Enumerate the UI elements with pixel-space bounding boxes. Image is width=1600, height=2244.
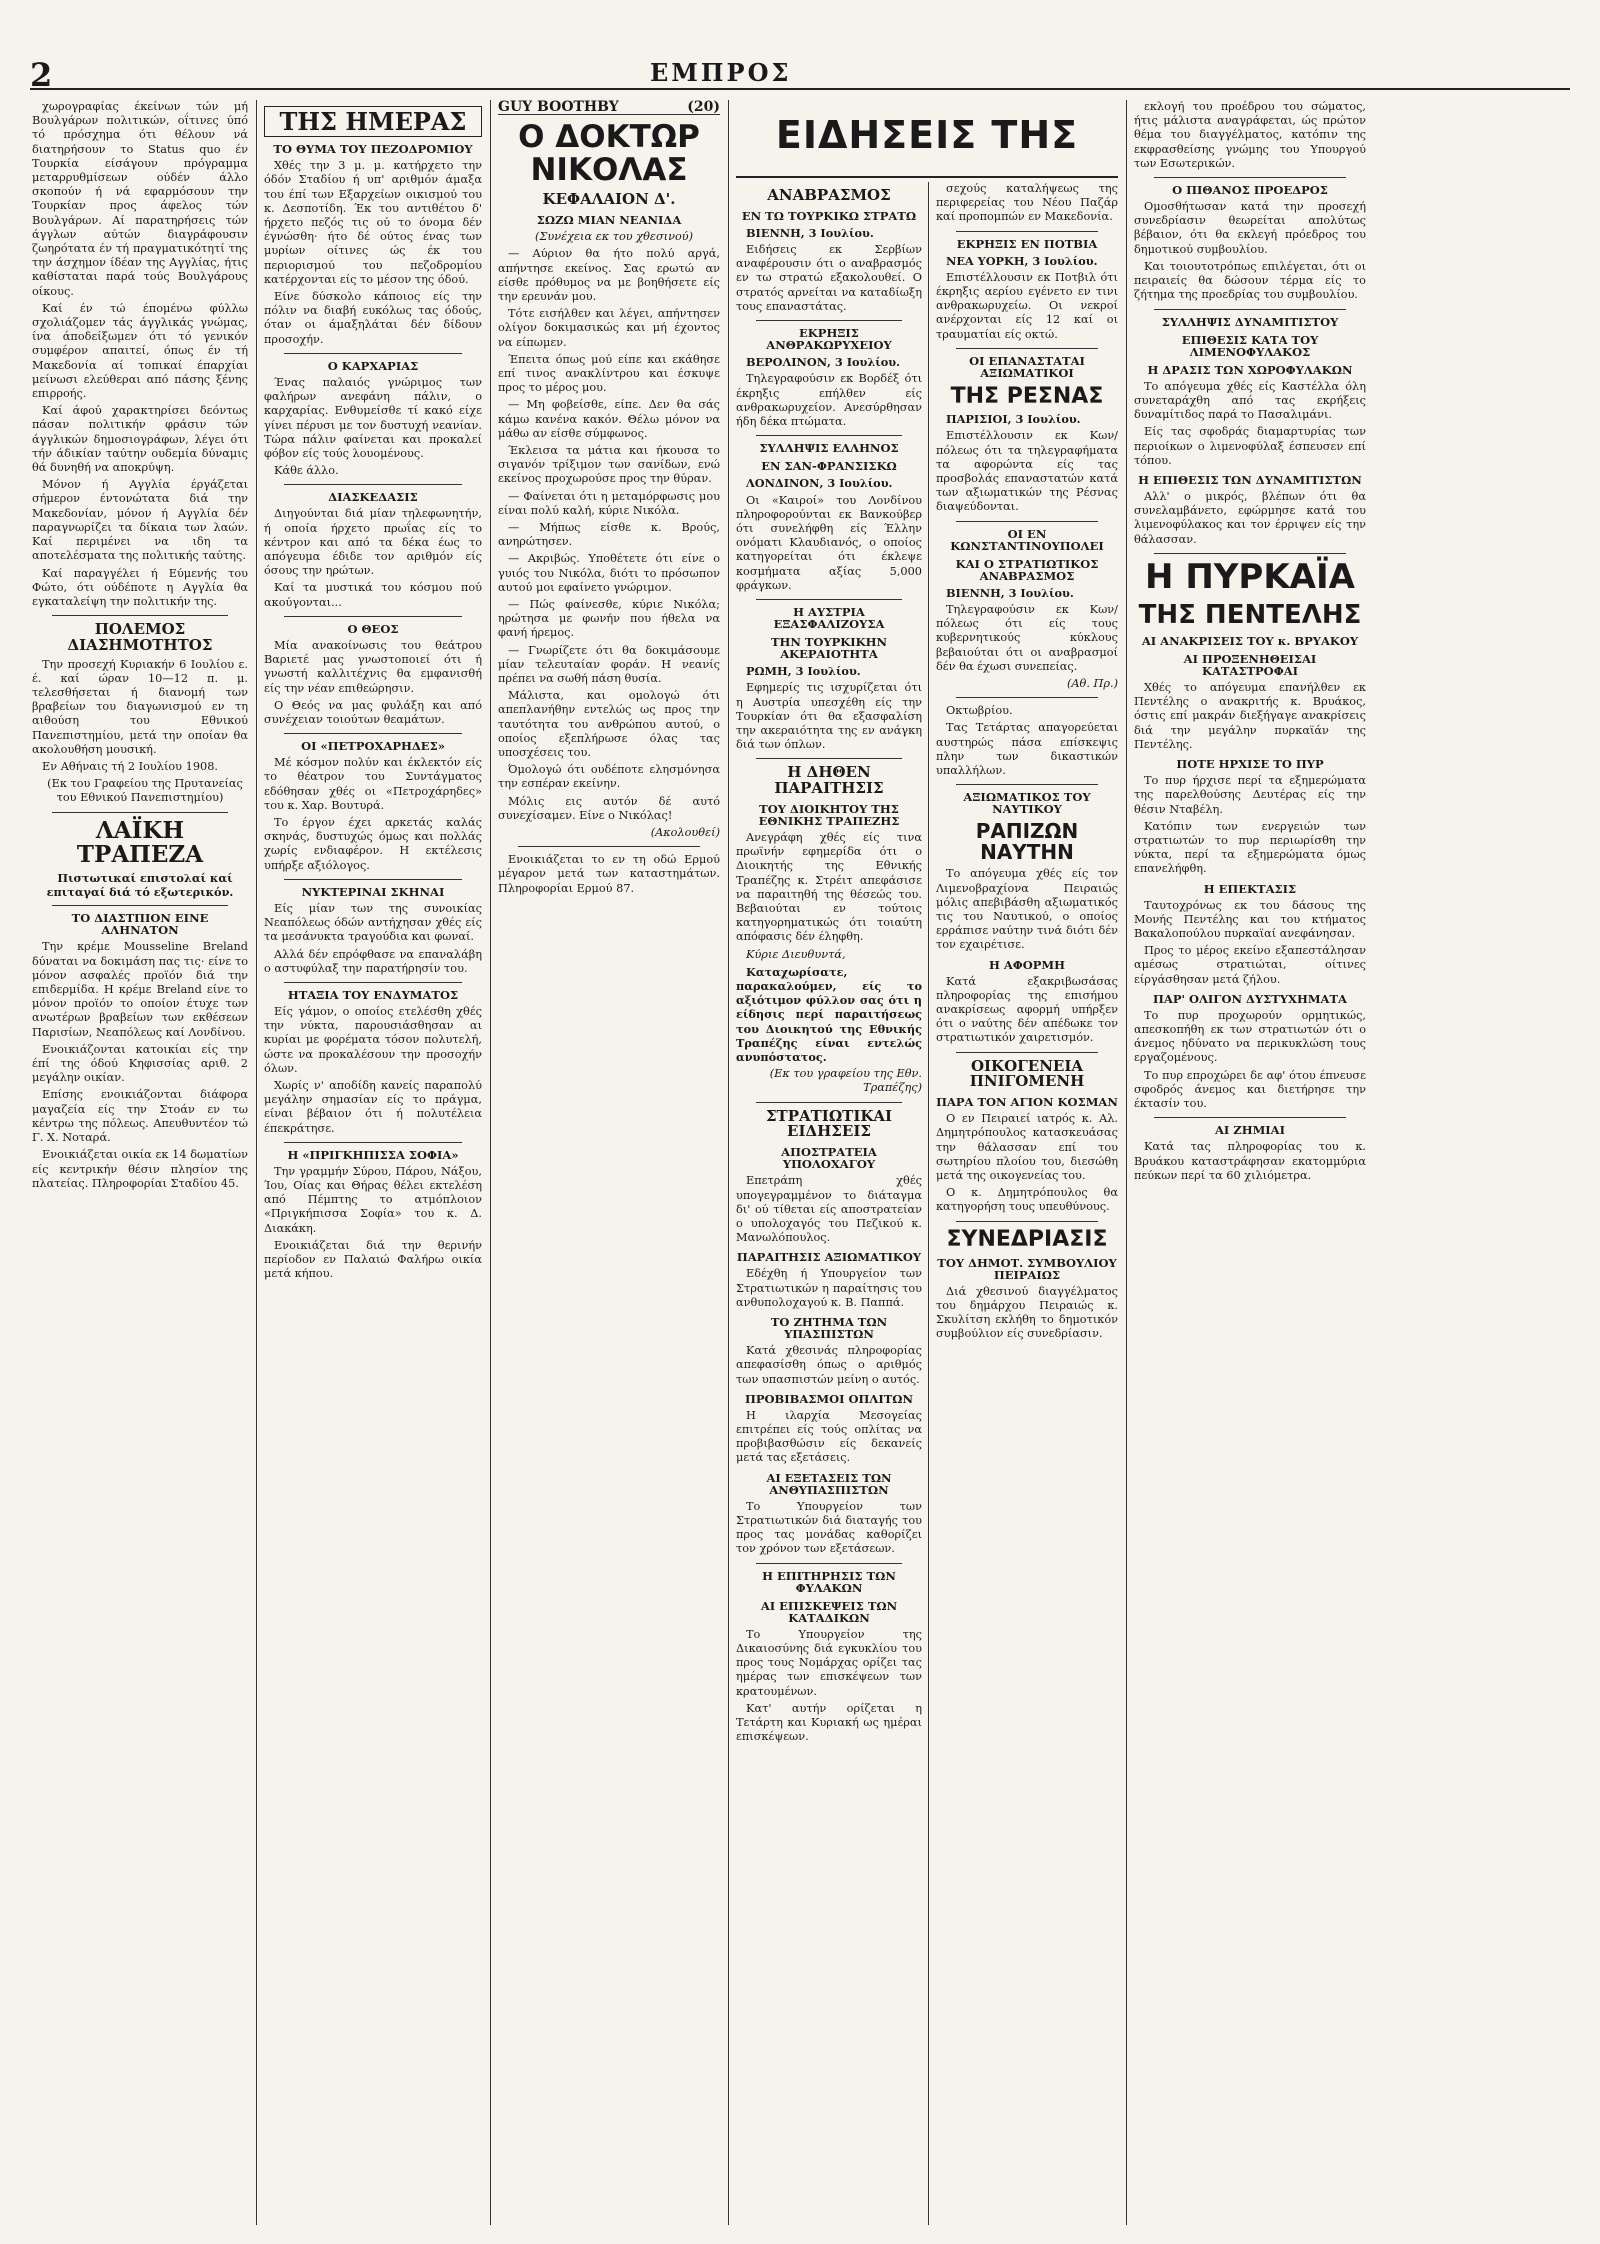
- serial-header: [498, 100, 720, 115]
- serial-text: — Γνωρίζετε ότι θα δοκιμάσουμε μίαν τελευταίαν φοράν. Η νεανίς πρέπει να σωθή πάση θυσία.: [498, 643, 720, 685]
- divider: [284, 1142, 462, 1143]
- headline: ΟΙ ΕΝ ΚΩΝΣΤΑΝΤΙΝΟΥΠΟΛΕΙ: [950, 526, 1104, 553]
- article-text: Καί έν τώ έπομένω φύλλω σχολιάζομεν τάς άγγλικάς γνώμας, ίνα άποδείξωμεν ότι τό γενικόν συμφέρον απαιτεί, όπως έν τή Μακεδονία αί τοπικαί έπαρχίαι μείνωσι ελεύθεραι από πάσης ξένης επιρροής.: [32, 301, 248, 401]
- headline: ΛΑΪΚΗ ΤΡΑΠΕΖΑ: [76, 816, 204, 868]
- headline: ΤΗΣ ΠΕΝΤΕΛΗΣ: [1138, 599, 1362, 630]
- column-rule: [1126, 100, 1127, 2225]
- page-number: 2: [30, 56, 53, 94]
- article-text: Την προσεχή Κυριακήν 6 Ιουλίου ε. έ. καί ώραν 10—12 π. μ. τελεσθήσεται ή διανομή των βραβείων του διαγωνισμού εν τη αιθούση του Εθνικού Πανεπιστημίου, μετά την οποίαν θα ακολουθήση μουσική.: [32, 657, 248, 756]
- divider: [756, 435, 902, 436]
- divider: [956, 231, 1098, 232]
- headline: ΣΥΝΕΔΡΙΑΣΙΣ: [946, 1226, 1108, 1252]
- divider: [284, 484, 462, 485]
- section-title: ΤΗΣ ΗΜΕΡΑΣ: [264, 106, 482, 137]
- article-text: Ένας παλαιός γνώριμος των φαλήρων ανεφάνη πάλιν, ο καρχαρίας. Ενθυμείσθε τί κακό είχε γίνει πέρυσι με τον δυστυχή νεανίαν. Τώρα πάλιν φαίνεται και προκαλεί φόβον είς τούς λουομένους.: [264, 375, 482, 460]
- article-text: Εν Αθήναις τή 2 Ιουλίου 1908.: [42, 760, 218, 774]
- article-text: Ειδήσεις εκ Σερβίων αναφέρουσιν ότι ο αναβρασμός εν τω στρατώ εξακολουθεί. Ο στρατός αρνείται να καταδίωξη τους επαναστάτας.: [736, 243, 922, 313]
- article-text: Την γραμμήν Σύρου, Πάρου, Νάξου, Ίου, Οίας και Θήρας θέλει εκτελέση από Πέμπτης το ατμόπλοιον «Πριγκήπισσα Σοφία» του κ. Δ. Διακάκη.: [264, 1164, 482, 1235]
- article-text: Τηλεγραφούσιν εκ Βορδέξ ότι έκρηξις επήλθεν είς ανθρακωρυχείον. Ανεσύρθησαν ήδη δέκα πτώματα.: [736, 372, 922, 428]
- banner-title: ΕΙΔΗΣΕΙΣ ΤΗΣ: [775, 113, 1079, 157]
- article-text: Η ιλαρχία Μεσογείας επιτρέπει είς τούς οπλίτας να προβιβασθώσιν είς δεκανείς μετά τας εξετάσεις.: [736, 1408, 922, 1465]
- article-text: Ενοικιάζονται κατοικίαι είς την έπί της όδού Κηφισσίας αριθ. 2 μεγάλην οικίαν.: [32, 1042, 248, 1085]
- serial-text: Όμολογώ ότι ουδέποτε ελησμόνησα την εσπέραν εκείνην.: [498, 763, 720, 791]
- article-text: Ομοσθήτωσαν κατά την προσεχή συνεδρίασιν θεωρείται απολύτως βέβαιον, ότι θα εκλεγή πρόεδρος του δημοτικού συμβουλίου.: [1134, 200, 1366, 256]
- article-text: Κατ' αυτήν ορίζεται η Τετάρτη και Κυριακή ως ημέραι επισκέψεων.: [736, 1701, 922, 1744]
- article-text: Τηλεγραφούσιν εκ Κων/πόλεως ότι είς τους κυβερνητικούς κύκλους βεβαιούται ότι οι αναβρασμοί δέν θα έχωσι συνεπείας.: [936, 602, 1118, 673]
- dateline: ΒΕΡΟΛΙΝΟΝ, 3 Ιουλίου.: [746, 355, 901, 370]
- divider: [52, 615, 228, 616]
- dateline: ΒΙΕΝΝΗ, 3 Ιουλίου.: [746, 225, 874, 240]
- article-text: Κατά εξακριβωσάσας πληροφορίας της επισήμου ανακρίσεως αφορμή υπήρξεν ότι ο ναύτης δέν απέδωκε τον στρατιωτικόν χαιρετισμόν.: [936, 974, 1118, 1045]
- article-text: Το έργον έχει αρκετάς καλάς σκηνάς, δυστυχώς όμως και πολλάς χωρίς ενδιαφέρον. Η εκτέλεσις υπήρξε αξιόλογος.: [264, 816, 482, 872]
- headline: ΠΟΛΕΜΟΣ ΔΙΑΣΗΜΟΤΗΤΟΣ: [67, 620, 213, 654]
- serial-author: GUY BOOTHBY: [498, 100, 619, 115]
- article-text: Αλλά δέν επρόφθασε να επαναλάβη ο αστυφύλαξ την παρατήρησίν του.: [264, 947, 482, 975]
- article-text: Οκτωβρίου.: [946, 704, 1013, 718]
- divider: [756, 758, 902, 759]
- article-text: Το πυρ επροχώρει δε αφ' ότου έπνευσε σφοδρός άνεμος και διετήρησε την έκτασίν του.: [1134, 1068, 1366, 1111]
- serial-text: — Ακριβώς. Υποθέτετε ότι είνε ο γυιός του Νικόλα, διότι το πρόσωπον αυτού μοι εφαίνετο γνώριμον.: [498, 552, 720, 594]
- headline: ΕΝ ΣΑΝ-ΦΡΑΝΣΙΣΚΩ: [761, 459, 897, 474]
- article-text: σεχούς καταλήψεως της περιφερείας του Νέου Παζάρ καί προπομπών εν Μακεδονία.: [936, 182, 1118, 224]
- article-text: Επίσης ενοικιάζονται διάφορα μαγαζεία είς την Στοάν εν τω κέντρω της πόλεως. Απευθυντέον τώ Γ. Χ. Νοταρά.: [32, 1088, 248, 1145]
- serial-text: — Αύριον θα ήτο πολύ αργά, απήντησε εκείνος. Σας ερωτώ αν είσθε πρόθυμος να με βοηθήσετε είς την ερευνάν μου.: [498, 247, 720, 303]
- serial-text: — Μήπως είσθε κ. Βρούς, ανηρώτησεν.: [498, 520, 720, 549]
- headline: ΡΑΠΙΖΩΝ ΝΑΥΤΗΝ: [975, 819, 1079, 865]
- divider: [284, 353, 462, 354]
- serial-text: Τότε εισήλθεν και λέγει, απήντησεν ολίγον δοκιμασικώς και μή έχοντος να είπωμεν.: [498, 307, 720, 349]
- article-text: Το απόγευμα χθές είς τον Λιμενοβραχίονα Πειραιώς μόλις απεβιβάσθη αξιωματικός τις του Ναυτικού, ο οποίος ερράπισε ναύτην τινά διότι δέν τον εχαιρέτισε.: [936, 867, 1118, 952]
- divider: [518, 846, 700, 847]
- headline: ΕΠΙΘΕΣΙΣ ΚΑΤΑ ΤΟΥ ΛΙΜΕΝΟΦΥΛΑΚΟΣ: [1181, 332, 1319, 359]
- article-text: Είς τας σφοδράς διαμαρτυρίας των περιοίκων ο λιμενοφύλαξ έσπευσεν επί τόπου.: [1134, 425, 1366, 467]
- headline: Ο ΚΑΡΧΑΡΙΑΣ: [327, 358, 419, 373]
- article-text: Το πυρ ήρχισε περί τα εξημερώματα της παρελθούσης Δευτέρας είς την θέσιν Νταβέλη.: [1134, 774, 1366, 816]
- chapter-title: ΚΕΦΑΛΑΙΟΝ Δ'.: [542, 190, 676, 209]
- article-text: Το Υπουργείον των Στρατιωτικών διά διαταγής του προς τας μονάδας καθορίζει τον χρόνον των εξετάσεων.: [736, 1499, 922, 1556]
- article-text: Επιστέλλουσιν εκ Ποτβιλ ότι έκρηξις αερίου εγένετο εν τινι ανθρακωρυχείω. Οι νεκροί ανέρχονται είς 12 καί οι τραυματίαι είς οκτώ.: [936, 270, 1118, 341]
- headline: Η ΕΠΙΤΗΡΗΣΙΣ ΤΩΝ ΦΥΛΑΚΩΝ: [762, 1568, 896, 1595]
- headline: Ο ΘΕΟΣ: [347, 621, 399, 636]
- divider: [956, 784, 1098, 785]
- headline: Η ΕΠΙΘΕΣΙΣ ΤΩΝ ΔΥΝΑΜΙΤΙΣΤΩΝ: [1138, 472, 1362, 487]
- headline: ΠΟΤΕ ΗΡΧΙΣΕ ΤΟ ΠΥΡ: [1176, 757, 1324, 772]
- headline: ΔΙΑΣΚΕΔΑΣΙΣ: [328, 490, 418, 505]
- divider: [1154, 177, 1346, 178]
- serial-continued: (Ακολουθεί): [650, 826, 720, 840]
- headline: ΑΙ ΕΠΙΣΚΕΨΕΙΣ ΤΩΝ ΚΑΤΑΔΙΚΩΝ: [760, 1598, 898, 1625]
- divider: [1154, 309, 1346, 310]
- article-text: Εφημερίς τις ισχυρίζεται ότι η Αυστρία υπεσχέθη είς την Τουρκίαν ότι θα εξασφαλίση την ακεραιότητα της εν ανάγκη διά των όπλων.: [736, 681, 922, 752]
- headline: ΤΗΣ ΡΕΣΝΑΣ: [950, 384, 1104, 410]
- headline: ΕΝ ΤΩ ΤΟΥΡΚΙΚΩ ΣΤΡΑΤΩ: [741, 208, 917, 223]
- article-signature: (Εκ του γραφείου της Εθν. Τραπέζης): [769, 1067, 922, 1095]
- divider: [1154, 553, 1346, 554]
- divider: [284, 982, 462, 983]
- headline: ΤΟΥ ΔΙΟΙΚΗΤΟΥ ΤΗΣ ΕΘΝΙΚΗΣ ΤΡΑΠΕΖΗΣ: [758, 801, 900, 828]
- dateline: ΛΟΝΔΙΝΟΝ, 3 Ιουλίου.: [746, 476, 893, 491]
- article-text: Κατόπιν των ενεργειών των στρατιωτών το πυρ περιωρίσθη την νύκτα, περί τα εξημερώματα όμως επανελήφθη.: [1134, 819, 1366, 876]
- article-text: Και τοιουτοτρόπως επιλέγεται, ότι οι πειραιείς θα δώσουν τέρμα είς το ζήτημα της προεδρίας του συμβουλίου.: [1134, 259, 1366, 302]
- divider: [956, 348, 1098, 349]
- divider: [956, 1052, 1098, 1053]
- article-text: Κύριε Διευθυντά,: [746, 947, 846, 961]
- divider: [284, 616, 462, 617]
- news-banner: [736, 100, 1118, 178]
- dateline: ΒΙΕΝΝΗ, 3 Ιουλίου.: [946, 585, 1074, 600]
- headline: ΑΙ ΕΞΕΤΑΣΕΙΣ ΤΩΝ ΑΝΘΥΠΑΣΠΙΣΤΩΝ: [766, 1470, 892, 1497]
- headline: Η ΕΠΕΚΤΑΣΙΣ: [1203, 881, 1297, 896]
- article-text: Κάθε άλλο.: [274, 464, 339, 478]
- serial-text: Μάλιστα, και ομολογώ ότι απεπλανήθην εντελώς ως προς την ταυτότητα του ανθρώπου αυτού, ο οποίος εξεπλήρωσε όλας τας υποσχέσεις του.: [498, 689, 720, 760]
- column-1: [32, 100, 248, 2225]
- headline: Η ΠΥΡΚΑΪΑ: [1145, 556, 1355, 597]
- headline: ΗΤΑΞΙΑ ΤΟΥ ΕΝΔΥΜΑΤΟΣ: [287, 987, 459, 1002]
- article-text: Ο Θεός να μας φυλάξη και από συνέχειαν τοιούτων θεαμάτων.: [264, 698, 482, 726]
- article-text: Μία ανακοίνωσις του θεάτρου Βαριετέ μας γνωστοποιεί ότι ή γνωστή καλλιτέχνις θα εμφανισθή είς την νέαν επιθεώρησιν.: [264, 638, 482, 695]
- headline: ΣΥΛΛΗΨΙΣ ΔΥΝΑΜΙΤΙΣΤΟΥ: [1161, 314, 1339, 329]
- divider: [756, 1563, 902, 1564]
- article-text: εκλογή του προέδρου του σώματος, ήτις μάλιστα αναγράφεται, ώς πρώτον θέμα του διαγγέλματος, κατόπιν της εκφρασθείσης γνώμης του Υπουργού των Εσωτερικών.: [1134, 100, 1366, 170]
- headline: ΠΑΡ' ΟΛΙΓΟΝ ΔΥΣΤΥΧΗΜΑΤΑ: [1153, 991, 1347, 1006]
- column-5: [936, 182, 1118, 2225]
- divider: [956, 697, 1098, 698]
- headline: Η «ΠΡΙΓΚΗΠΙΣΣΑ ΣΟΦΙΑ»: [287, 1147, 459, 1162]
- divider: [52, 905, 228, 906]
- column-4: [736, 182, 922, 2225]
- serial-title: Ο ΔΟΚΤΩΡ ΝΙΚΟΛΑΣ: [518, 119, 700, 188]
- article-text: Είς γάμον, ο οποίος ετελέσθη χθές την νύκτα, παρουσιάσθησαν αι κυρίαι με φορέματα τόσον πολυτελή, ώστε να προκαλέσουν την προσοχήν όλων.: [264, 1004, 482, 1075]
- article-text: Μέ κόσμον πολύν και έκλεκτόν είς το θέατρον του Συντάγματος εδόθησαν χθές οι «Πετροχάρηδες» του κ. Χαρ. Βουτυρά.: [264, 756, 482, 812]
- article-text: Ανεγράφη χθές είς τινα πρωϊνήν εφημερίδα ότι ο Διοικητής της Εθνικής Τραπέζης κ. Στρέιτ απεφάσισε να παραιτηθή της θέσεώς του. Βεβαιούται εν τούτοις κατηγορηματικώς ότι τοιαύτη απόφασις δέν έληφθη.: [736, 831, 922, 944]
- divider: [1154, 1117, 1346, 1118]
- article-signature: (Αθ. Πρ.): [1066, 677, 1118, 690]
- serial-text: Έπειτα όπως μού είπε και εκάθησε επί τινος ανακλίντρου και έσκυψε προς το μέρος μου.: [498, 352, 720, 395]
- newspaper-name: ΕΜΠΡΟΣ: [650, 58, 792, 87]
- headline: ΕΚΡΗΞΙΣ ΑΝΘΡΑΚΩΡΥΧΕΙΟΥ: [766, 326, 892, 353]
- headline: ΕΚΡΗΞΙΣ ΕΝ ΠΟΤΒΙΑ: [956, 236, 1098, 251]
- article-text: Ο εν Πειραιεί ιατρός κ. Αλ. Δημητρόπουλος κατασκευάσας την θάλασσαν επί του σωτηρίου πλοίου του, διεσώθη μετά της οικογενείας του.: [936, 1112, 1118, 1183]
- headline: ΑΙ ΑΝΑΚΡΙΣΕΙΣ ΤΟΥ κ. ΒΡΥΑΚΟΥ: [1141, 633, 1359, 648]
- headline: ΤΟ ΖΗΤΗΜΑ ΤΩΝ ΥΠΑΣΠΙΣΤΩΝ: [770, 1314, 888, 1342]
- headline: ΠΡΟΒΙΒΑΣΜΟΙ ΟΠΛΙΤΩΝ: [744, 1391, 913, 1406]
- article-signature: (Εκ του Γραφείου της Πρυτανείας του Εθνικού Πανεπιστημίου): [47, 777, 243, 805]
- article-text: χωρογραφίας έκείνων τών μή Βουλγάρων πολιτικών, οΐτινες ύπό τό πρόσχημα ότι θέλουν νά διατηρήσουν το Status quo έν Τουρκία είσάγουν πρόγραμμα μεταρρυθμίσεων ούδέν άλλο σκοπούν ή νά εφαρμόσουν την Τουρκίαν προς άφελος τών Βουλγάρων. Αί παρατηρήσεις τών άγγλων αύτών διαγράφουσιν ζωηρότατα έν τή πραγματικότητί της την άσχημον ίδέαν της Αγγλίας, ήτις καθίσταται παρά τούς Βουλγάρους οίκους.: [32, 100, 248, 298]
- article-text: Κατά χθεσινάς πληροφορίας απεφασίσθη όπως ο αριθμός των υπασπιστών μείνη ο αυτός.: [736, 1344, 922, 1386]
- headline: ΤΟ ΔΙΑΣΤΠΙΟΝ ΕΙΝΕ ΑΛΗΝΑΤΟΝ: [71, 911, 209, 938]
- divider: [756, 599, 902, 600]
- divider: [284, 879, 462, 880]
- column-6: [1134, 100, 1366, 2225]
- headline: ΑΙ ΖΗΜΙΑΙ: [1215, 1123, 1285, 1138]
- dateline: ΝΕΑ ΥΟΡΚΗ, 3 Ιουλίου.: [946, 253, 1098, 268]
- divider: [756, 1102, 902, 1103]
- article-text: Διηγούνται διά μίαν τηλεφωνητήν, ή οποία ήρχετο πρωΐας είς το κέντρον και από τα δέκα έως το απόγευμα έδιδε τον αριθμόν είς όσους την ηρώτων.: [264, 507, 482, 578]
- headline: ΑΙ ΠΡΟΞΕΝΗΘΕΙΣΑΙ ΚΑΤΑΣΤΡΟΦΑΙ: [1183, 651, 1317, 678]
- headline: Η ΔΡΑΣΙΣ ΤΩΝ ΧΩΡΟΦΥΛΑΚΩΝ: [1147, 362, 1353, 377]
- article-text: Καί άφού χαρακτηρίσει δεόντως πάσαν πολιτικήν φράσιν τών άγγλικών δημοσιογράφων, λέγει ότι τήν άδικίαν ταύτην ουδεμία δύναμις θά δυνηθή να αποκρύψη.: [32, 404, 248, 475]
- chapter-subtitle: ΣΩΖΩ ΜΙΑΝ ΝΕΑΝΙΔΑ: [536, 213, 682, 228]
- headline: ΤΟ ΘΥΜΑ ΤΟΥ ΠΕΖΟΔΡΟΜΙΟΥ: [273, 142, 473, 157]
- column-rule: [490, 100, 491, 2225]
- headline: ΑΞΙΩΜΑΤΙΚΟΣ ΤΟΥ ΝΑΥΤΙΚΟΥ: [963, 790, 1091, 817]
- article-text: Τας Τετάρτας απαγορεύεται αυστηρώς πάσα επίσκεψις πλην των δικαστικών υπαλλήλων.: [936, 721, 1118, 778]
- article-text: Χθές την 3 μ. μ. κατήρχετο την όδόν Σταδίου ή υπ' αριθμόν άμαξα του έπί των Εξαρχείων οικισμού του κ. Δεσποτίδη. Έκ του αντιθέτου δ' ήρχετο πεζός τις ού το όνομα δέν έγνώσθη· ήτο δέ ούτος ένας των μυρίων οίτινες ώς έκ του περιορισμού του πεζοδρομίου κατέρχονται είς το μέσον της όδού.: [264, 159, 482, 286]
- headline: ΣΤΡΑΤΙΩΤΙΚΑΙ ΕΙΔΗΣΕΙΣ: [765, 1106, 893, 1141]
- headline: ΚΑΙ Ο ΣΤΡΑΤΙΩΤΙΚΟΣ ΑΝΑΒΡΑΣΜΟΣ: [955, 556, 1099, 583]
- headline: ΑΝΑΒΡΑΣΜΟΣ: [767, 186, 891, 204]
- divider: [284, 733, 462, 734]
- article-text: Είνε δύσκολο κάποιος είς την πόλιν να διαβή ευκόλως τας όδούς, όταν οι άμαξηλάται δέν δίδουν προσοχήν.: [264, 290, 482, 346]
- column-rule: [256, 100, 257, 2225]
- article-text: Χθές το απόγευμα επανήλθεν εκ Πεντέλης ο ανακριτής κ. Βρυάκος, όστις επί μακράν διεξήγαγε ανακρίσεις διά την μεγάλην πυρκαϊάν της Πεντέλης.: [1134, 681, 1366, 751]
- divider: [52, 812, 228, 813]
- article-text: Ο κ. Δημητρόπουλος θα κατηγορήση τους υπευθύνους.: [936, 1186, 1118, 1214]
- article-text: Κατά τας πληροφορίας του κ. Βρυάκου καταστράφησαν εκατομμύρια πεύκων περί τα 60 χιλιόμετρα.: [1134, 1140, 1366, 1182]
- headline: Ο ΠΙΘΑΝΟΣ ΠΡΟΕΔΡΟΣ: [1172, 183, 1328, 198]
- headline: ΟΙ «ΠΕΤΡΟΧΑΡΗΔΕΣ»: [301, 739, 445, 754]
- headline: ΣΥΛΛΗΨΙΣ ΕΛΛΗΝΟΣ: [759, 441, 899, 456]
- serial-text: Έκλεισα τα μάτια και ήκουσα το σιγανόν τρίξιμον των σανίδων, ενώ εκείνος προχωρούσε προς την θύραν.: [498, 443, 720, 486]
- divider: [756, 320, 902, 321]
- headline: ΠΑΡΑΙΤΗΣΙΣ ΑΞΙΩΜΑΤΙΚΟΥ: [736, 1250, 922, 1265]
- serial-text: — Πώς φαίνεσθε, κύριε Νικόλα; ηρώτησα με φωνήν που ήθελα να φανή ήρεμος.: [498, 597, 720, 640]
- headline: Η ΑΥΣΤΡΙΑ ΕΞΑΣΦΑΛΙΖΟΥΣΑ: [773, 604, 885, 631]
- headline: ΟΙΚΟΓΕΝΕΙΑ ΠΝΙΓΟΜΕΝΗ: [969, 1056, 1085, 1091]
- article-text: Επετράπη χθές υπογεγραμμένον το διάταγμα δι' ού τίθεται είς αποστρατείαν ο υπολοχαγός του Πεζικού κ. Μανωλόπουλος.: [736, 1174, 922, 1245]
- headline: Η ΑΦΟΡΜΗ: [988, 957, 1066, 972]
- column-2: [264, 100, 482, 2225]
- article-text: Οι «Καιροί» του Λονδίνου πληροφορούνται εκ Βανκούβερ ότι συνελήφθη είς Έλλην ονόματι Κλαυδιανός, ο οποίος κατηγορείται ότι έκλεψε κοσμήματα αξίας 5,000 φράγκων.: [736, 493, 922, 592]
- article-text: Καί παραγγέλει ή Εύμενής του Φώτο, ότι ούδέποτε η Αγγλία θα εγκαταλείψη την πολιτικήν της.: [32, 566, 248, 608]
- headline: ΑΠΟΣΤΡΑΤΕΙΑ ΥΠΟΛΟΧΑΓΟΥ: [781, 1145, 877, 1172]
- article-text: Το πυρ προχωρούν ορμητικώς, απεσκοπήθη εκ των στρατιωτών ότι ο άνεμος ηδύνατο να περικυκλώση τους εργαζομένους.: [1134, 1008, 1366, 1065]
- article-text: Ενοικιάζεται διά την θερινήν περίοδον εν Παλαιώ Φαλήρω οικία μετά κήπου.: [264, 1238, 482, 1281]
- article-text: Καί τα μυστικά του κόσμου πού ακούγονται...: [264, 581, 482, 609]
- continuation-note: (Συνέχεια εκ του χθεσινού): [534, 230, 694, 244]
- headline: ΤΟΥ ΔΗΜΟΤ. ΣΥΜΒΟΥΛΙΟΥ ΠΕΙΡΑΙΩΣ: [937, 1255, 1117, 1282]
- column-rule: [728, 100, 729, 2225]
- headline: ΟΙ ΕΠΑΝΑΣΤΑΤΑΙ ΑΞΙΩΜΑΤΙΚΟΙ: [969, 353, 1085, 380]
- dateline: ΠΑΡΙΣΙΟΙ, 3 Ιουλίου.: [946, 412, 1081, 427]
- article-text: Επιστέλλουσιν εκ Κων/πόλεως ότι τα τηλεγραφήματα τα αφορώντα είς τας προσβολάς επαναστατών κατά των αξιωματικών της Ρέσνας διαψεύδονται.: [936, 429, 1118, 514]
- article-text: Είς μίαν των της συνοικίας Νεαπόλεως όδών αντήχησαν χθές είς τα μεσάνυκτα τραγούδια και φωναί.: [264, 901, 482, 944]
- article-text: Χωρίς ν' αποδίδη κανείς παραπολύ μεγάλην σημασίαν είς το πράγμα, είναι βέβαιον ότι ή πολυτέλεια έπεκράτησε.: [264, 1078, 482, 1135]
- serial-text: — Φαίνεται ότι η μεταμόρφωσις μου είναι πολύ καλή, κύριε Νικόλα.: [498, 489, 720, 517]
- serial-text: Μόλις εις αυτόν δέ αυτό συνεχίσαμεν. Είνε ο Νικόλας!: [498, 794, 720, 822]
- article-text: Ταυτοχρόνως εκ του δάσους της Μονής Πεντέλης και του κτήματος Βακαλοπούλου πυρκαϊαί ανεφάνησαν.: [1134, 898, 1366, 940]
- article-text: Την κρέμε Mousseline Breland δύναται να δοκιμάση πας τις· είνε το μόνον ασφαλές προϊόν διά την επιδερμίδα. Η κρέμε Breland είνε το μόνον προϊόν το οποίον έτυχε των ανωτέρων βραβείων των εκθέσεων Παρισίων, Νεαπόλεως καί Λονδίνου.: [32, 940, 248, 1039]
- divider: [956, 1221, 1098, 1222]
- column-rule: [928, 182, 929, 2225]
- article-text: Το απόγευμα χθές είς Καστέλλα όλη συνεταράχθη από τας εκρήξεις δυναμίτιδος παρά το Πασαλιμάνι.: [1134, 379, 1366, 422]
- masthead: [30, 56, 1570, 94]
- dateline: ΡΩΜΗ, 3 Ιουλίου.: [746, 664, 861, 679]
- headline: ΝΥΚΤΕΡΙΝΑΙ ΣΚΗΝΑΙ: [301, 884, 445, 899]
- article-text: Το Υπουργείον της Δικαιοσύνης διά εγκυκλίου του προς τους Νομάρχας ορίζει τας ημέρας των επισκέψεων των κρατουμένων.: [736, 1627, 922, 1698]
- column-3: [498, 100, 720, 2225]
- serial-text: — Μη φοβείσθε, είπε. Δεν θα σάς κάμω κανένα κακόν. Θέλω μόνον να μάθω αν είσθε σύμφωνος.: [498, 398, 720, 440]
- article-text: Αλλ' ο μικρός, βλέπων ότι θα συνελαμβάνετο, εφώρμησε κατά του λιμενοφύλακος και τον έρριψεν είς την θάλασσαν.: [1134, 490, 1366, 546]
- divider: [956, 521, 1098, 522]
- article-text: Ενοικιάζεται οικία εκ 14 δωματίων είς κεντρικήν θέσιν πλησίον της πλατείας. Πληροφορίαι Σταδίου 45.: [32, 1148, 248, 1190]
- article-text: Προς το μέρος εκείνο εξαπεστάλησαν αμέσως στρατιώται, οίτινες είργάσθησαν μετά ζήλου.: [1134, 944, 1366, 986]
- article-text: Πιστωτικαί επιστολαί καί επιταγαί διά τό εξωτερικόν.: [46, 870, 234, 900]
- article-text: Διά χθεσινού διαγγέλματος του δημάρχου Πειραιώς κ. Σκυλίτση εκλήθη το δημοτικόν συμβούλιον είς συνεδρίασιν.: [936, 1284, 1118, 1341]
- headline: Η ΔΗΘΕΝ ΠΑΡΑΙΤΗΣΙΣ: [774, 763, 884, 798]
- article-text: Εδέχθη ή Υπουργείον των Στρατιωτικών η παραίτησις του ανθυπολοχαγού κ. Β. Παππά.: [736, 1267, 922, 1309]
- article-text: Μόνον ή Αγγλία έργάζεται σήμερον έντονώτατα διά την Μακεδονίαν, μόνον ή Αγγλία δέν παραγνωρίζει τα δίκαια των λαών. Καί περιμένει να ιδη τα αποτελέσματα της πολιτικής ταύτης.: [32, 478, 248, 563]
- classified-ad: Ενοικιάζεται το εν τη οδώ Ερμού μέγαρον μετά των καταστημάτων. Πληροφορίαι Ερμού 87.: [498, 853, 720, 895]
- article-text: Καταχωρίσατε, παρακαλούμεν, είς το αξιότιμον φύλλον σας ότι η είδησις περί παραιτήσεως του Διοικητού της Εθνικής Τραπέζης είναι εντελώς ανυπόστατος.: [736, 964, 922, 1065]
- serial-installment: (20): [687, 100, 720, 115]
- headline: ΤΗΝ ΤΟΥΡΚΙΚΗΝ ΑΚΕΡΑΙΟΤΗΤΑ: [770, 635, 888, 662]
- headline: ΠΑΡΑ ΤΟΝ ΑΓΙΟΝ ΚΟΣΜΑΝ: [936, 1095, 1118, 1110]
